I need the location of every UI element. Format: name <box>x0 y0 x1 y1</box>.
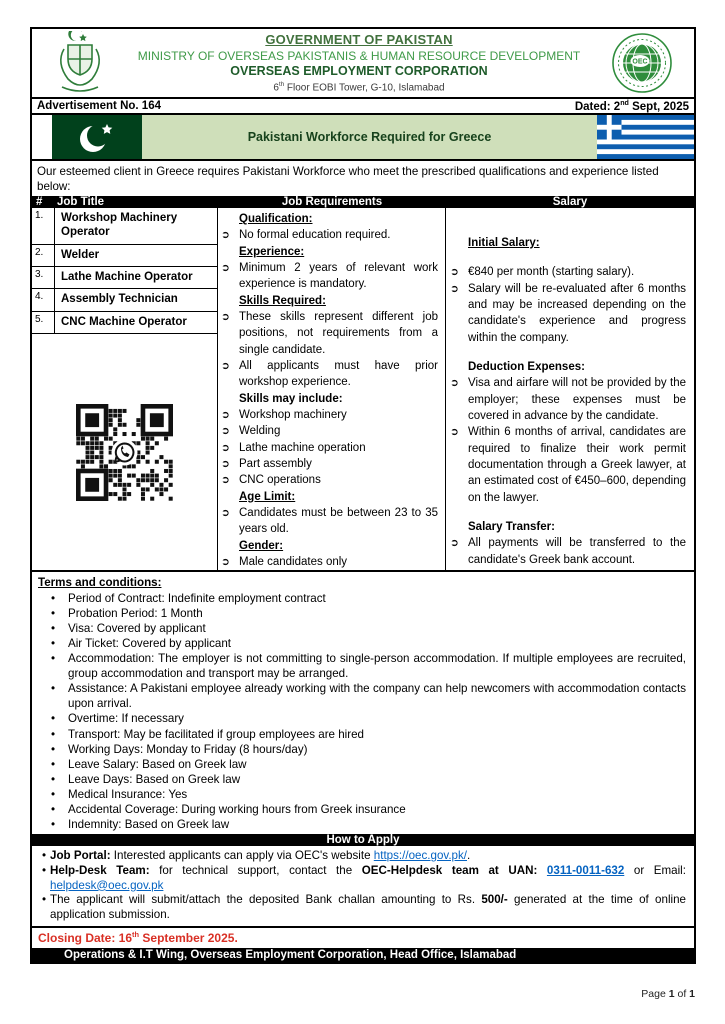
closing-date: Closing Date: 16th September 2025. <box>32 926 694 948</box>
how-to-apply-section <box>32 846 694 926</box>
job-row <box>32 312 217 334</box>
spacer <box>450 506 686 519</box>
bullet-item: ➲ All payments will be transferred to the candidate's Greek bank account. <box>450 535 686 568</box>
section-heading: Initial Salary: <box>468 236 540 249</box>
bullet-item: ➲ No formal education required. <box>221 227 438 243</box>
arrow-bullet-icon: ➲ <box>450 377 459 390</box>
apply-item: • Help-Desk Team: for technical support, contact the OEC-Helpdesk team at UAN: 0311-0011-632 or Email: helpdesk@oec.gov.pk <box>38 864 688 894</box>
bullet-icon: • <box>50 772 56 786</box>
term-item: • Probation Period: 1 Month <box>38 606 688 621</box>
section-heading: Experience: <box>239 245 305 258</box>
spacer <box>450 346 686 359</box>
banner-background <box>142 115 597 159</box>
link[interactable]: 0311-0011-632 <box>546 863 625 877</box>
table-body <box>32 208 694 572</box>
bullet-icon: • <box>50 817 56 831</box>
job-number: 3. <box>32 267 55 288</box>
bullet-icon: • <box>50 727 56 741</box>
bullet-icon: • <box>41 893 47 907</box>
letterhead <box>32 29 694 99</box>
corporation-title: OVERSEAS EMPLOYMENT CORPORATION <box>230 63 488 78</box>
arrow-bullet-icon: ➲ <box>450 266 459 279</box>
bullet-item: ➲ Visa and airfare will not be provided by the employer; these expenses must be covered in advance by the candidate. <box>450 375 686 424</box>
col-header-job-requirements: Job Requirements <box>281 195 383 208</box>
bullet-icon: • <box>50 757 56 771</box>
term-item: • Assistance: A Pakistani employee already working with the company can help newcomers with accommodation contacts upon arrival. <box>38 681 688 711</box>
section-heading: Skills Required: <box>239 294 326 307</box>
title-banner <box>32 115 694 161</box>
term-item: • Air Ticket: Covered by applicant <box>38 636 688 651</box>
corporation-address: 6th Floor EOBI Tower, G-10, Islamabad <box>273 80 445 93</box>
bullet-item: ➲ Salary will be re-evaluated after 6 months and may be increased depending on the candidate's experience and progress within the company. <box>450 281 686 346</box>
link[interactable]: https://oec.gov.pk/ <box>373 848 468 862</box>
term-item: • Indemnity: Based on Greek law <box>38 817 688 832</box>
how-to-apply-bar: How to Apply <box>32 834 694 846</box>
job-row <box>32 267 217 289</box>
bullet-icon: • <box>50 607 56 621</box>
arrow-bullet-icon: ➲ <box>221 474 230 487</box>
bullet-icon: • <box>50 787 56 801</box>
term-item: • Accidental Coverage: During working hours from Greek insurance <box>38 802 688 817</box>
arrow-bullet-icon: ➲ <box>450 537 459 550</box>
term-item: • Leave Days: Based on Greek law <box>38 772 688 787</box>
arrow-bullet-icon: ➲ <box>221 555 230 568</box>
bullet-icon: • <box>50 591 56 605</box>
spacer <box>450 251 686 264</box>
apply-item: • The applicant will submit/attach the deposited Bank challan amounting to Rs. 500/- generated at the time of online application submission. <box>38 893 688 923</box>
job-title: Workshop Machinery Operator <box>61 211 178 239</box>
pakistan-flag-icon <box>52 115 142 159</box>
intro-paragraph: Our esteemed client in Greece requires Pakistani Workforce who meet the prescribed qualifications and experience listed below: <box>37 164 659 193</box>
job-title: Assembly Technician <box>61 293 178 306</box>
bullet-icon: • <box>50 742 56 756</box>
job-row <box>32 245 217 267</box>
section-heading: Qualification: <box>239 212 313 225</box>
job-row <box>32 208 217 245</box>
section-heading: Age Limit: <box>239 490 296 503</box>
salary-column <box>446 208 694 570</box>
term-item: • Overtime: If necessary <box>38 711 688 726</box>
dated-label: Dated: 2nd Sept, 2025 <box>574 99 689 113</box>
terms-and-conditions-section <box>32 572 694 834</box>
bullet-item: ➲ Workshop machinery <box>221 407 438 423</box>
bullet-icon: • <box>50 622 56 636</box>
oec-logo-icon <box>596 32 688 94</box>
bullet-item: ➲ Lathe machine operation <box>221 440 438 456</box>
term-item: • Leave Salary: Based on Greek law <box>38 757 688 772</box>
col-header-job-title: Job Title <box>57 195 105 208</box>
link[interactable]: helpdesk@oec.gov.pk <box>50 878 164 892</box>
job-number: 2. <box>32 245 55 266</box>
bullet-item: ➲ Part assembly <box>221 456 438 472</box>
job-title-column <box>32 208 218 570</box>
term-item: • Medical Insurance: Yes <box>38 787 688 802</box>
bullet-item: ➲ These skills represent different job positions, not requirements from a single candidate. <box>221 309 438 358</box>
job-requirements-column <box>218 208 446 570</box>
pakistan-state-emblem-icon <box>38 31 122 95</box>
table-header-row <box>32 196 694 208</box>
footer-bar: Operations & I.T Wing, Overseas Employment Corporation, Head Office, Islamabad <box>32 948 694 962</box>
qr-code-area <box>32 334 217 570</box>
bullet-icon: • <box>50 802 56 816</box>
arrow-bullet-icon: ➲ <box>221 229 230 242</box>
bullet-item: ➲ Within 6 months of arrival, candidates are required to finalize their work permit documentation through a Greek lawyer, at an estimated cost of €450–600, depending on the lawyer. <box>450 424 686 506</box>
government-title: GOVERNMENT OF PAKISTAN <box>265 31 453 47</box>
bullet-item: ➲ €840 per month (starting salary). <box>450 264 686 280</box>
col-header-salary: Salary <box>552 195 588 208</box>
bullet-item: ➲ All applicants must have prior workshop experience. <box>221 358 438 391</box>
job-title: Welder <box>61 248 100 261</box>
advertisement-number: Advertisement No. 164 <box>37 99 161 112</box>
document-frame <box>30 27 696 964</box>
term-item: • Visa: Covered by applicant <box>38 621 688 636</box>
section-heading: Gender: <box>239 539 284 552</box>
job-title: Lathe Machine Operator <box>61 271 193 284</box>
bullet-icon: • <box>50 637 56 651</box>
job-number: 1. <box>32 208 55 244</box>
apply-item: • Job Portal: Interested applicants can apply via OEC's website https://oec.gov.pk/. <box>38 849 688 864</box>
ministry-title: MINISTRY OF OVERSEAS PAKISTANIS & HUMAN RESOURCE DEVELOPMENT <box>137 48 581 63</box>
section-heading: Deduction Expenses: <box>468 360 585 373</box>
arrow-bullet-icon: ➲ <box>221 261 230 274</box>
banner-title: Pakistani Workforce Required for Greece <box>247 129 492 144</box>
section-heading: Skills may include: <box>239 392 343 405</box>
term-item: • Accommodation: The employer is not committing to single-person accommodation. If multiple employees are recruited, group accommodation and transport may be arranged. <box>38 651 688 681</box>
arrow-bullet-icon: ➲ <box>221 310 230 323</box>
page-number-label: Page 1 of 1 <box>641 988 695 1000</box>
advertisement-meta-row <box>32 99 694 115</box>
bullet-item: ➲ Male candidates only <box>221 554 438 570</box>
bullet-icon: • <box>50 712 56 726</box>
term-item: • Period of Contract: Indefinite employment contract <box>38 591 688 606</box>
bullet-icon: • <box>41 848 47 862</box>
bullet-icon: • <box>41 863 47 877</box>
section-heading: Salary Transfer: <box>468 520 555 533</box>
job-title: CNC Machine Operator <box>61 315 187 328</box>
arrow-bullet-icon: ➲ <box>221 506 230 519</box>
arrow-bullet-icon: ➲ <box>221 457 230 470</box>
bullet-item: ➲ Candidates must be between 23 to 35 years old. <box>221 505 438 538</box>
greece-flag-icon <box>597 115 694 159</box>
col-header-number: # <box>36 195 43 208</box>
bullet-item: ➲ Welding <box>221 423 438 439</box>
bullet-item: ➲ Minimum 2 years of relevant work experience is mandatory. <box>221 260 438 293</box>
term-item: • Transport: May be facilitated if group employees are hired <box>38 727 688 742</box>
banner-spacer <box>32 115 52 159</box>
term-item: • Working Days: Monday to Friday (8 hours/day) <box>38 742 688 757</box>
arrow-bullet-icon: ➲ <box>450 282 459 295</box>
job-row <box>32 289 217 311</box>
arrow-bullet-icon: ➲ <box>221 441 230 454</box>
svg-text:OEC: OEC <box>632 58 648 66</box>
arrow-bullet-icon: ➲ <box>450 426 459 439</box>
terms-heading: Terms and conditions: <box>38 575 162 589</box>
bullet-icon: • <box>50 652 56 666</box>
arrow-bullet-icon: ➲ <box>221 425 230 438</box>
job-number: 4. <box>32 289 55 310</box>
bullet-icon: • <box>50 682 56 696</box>
bullet-item: ➲ CNC operations <box>221 472 438 488</box>
arrow-bullet-icon: ➲ <box>221 359 230 372</box>
job-number: 5. <box>32 312 55 333</box>
whatsapp-qr-code <box>76 404 173 501</box>
letterhead-text <box>122 32 596 95</box>
arrow-bullet-icon: ➲ <box>221 408 230 421</box>
